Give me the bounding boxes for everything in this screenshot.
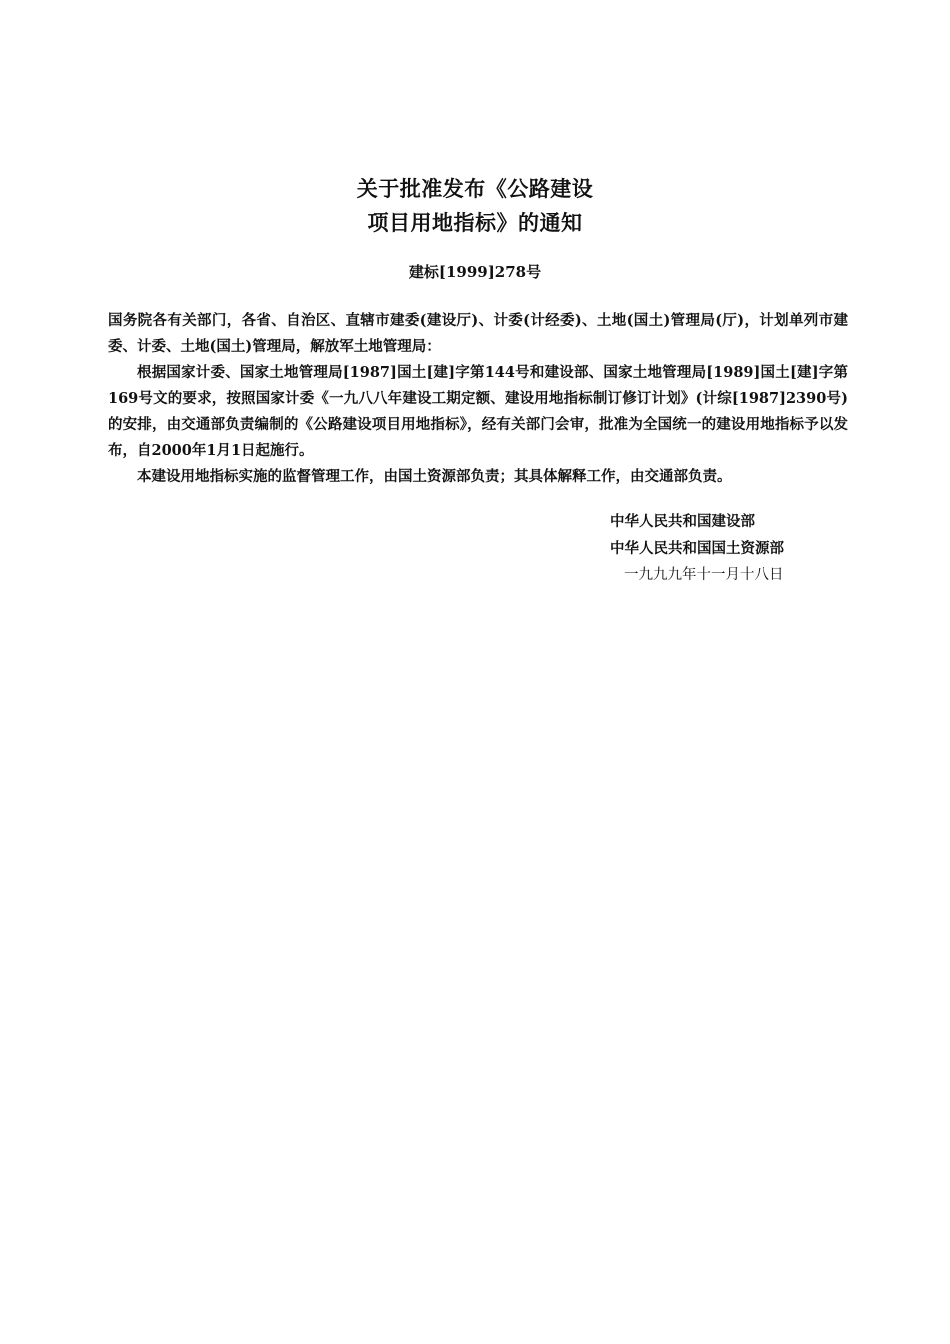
- title-line-1: 关于批准发布《公路建设: [356, 176, 594, 201]
- notice-body: [108, 308, 848, 490]
- issuer-ministry-land-resources: 中华人民共和国国土资源部: [610, 540, 784, 557]
- document-number: 建标[1999]278号: [408, 263, 542, 281]
- notice-title: [0, 172, 950, 240]
- issuer-ministry-construction: 中华人民共和国建设部: [610, 513, 755, 530]
- body-paragraph-1: 根据国家计委、国家土地管理局[1987]国土[建]字第144号和建设部、国家土地管理局[1989]国土[建]字第169号文的要求，按照国家计委《一九八八年建设工期定额、建设用地指标制订修订计划》(计综[1987]2390号)的安排，由交通部负责编制的《公路建设项目用地指标》，经有关部门会审，批准为全国统一的建设用地指标予以发布，自2000年1月1日起施行。: [108, 364, 848, 459]
- signature-block: [610, 508, 870, 589]
- issue-date: 一九九九年十一月十八日: [624, 567, 784, 583]
- title-line-2: 项目用地指标》的通知: [367, 210, 583, 235]
- body-paragraph-2: 本建设用地指标实施的监督管理工作，由国土资源部负责；其具体解释工作，由交通部负责。: [137, 468, 732, 485]
- recipients-paragraph: 国务院各有关部门，各省、自治区、直辖市建委(建设厅)、计委(计经委)、土地(国土)管理局(厅)，计划单列市建委、计委、土地(国土)管理局，解放军土地管理局：: [108, 312, 848, 355]
